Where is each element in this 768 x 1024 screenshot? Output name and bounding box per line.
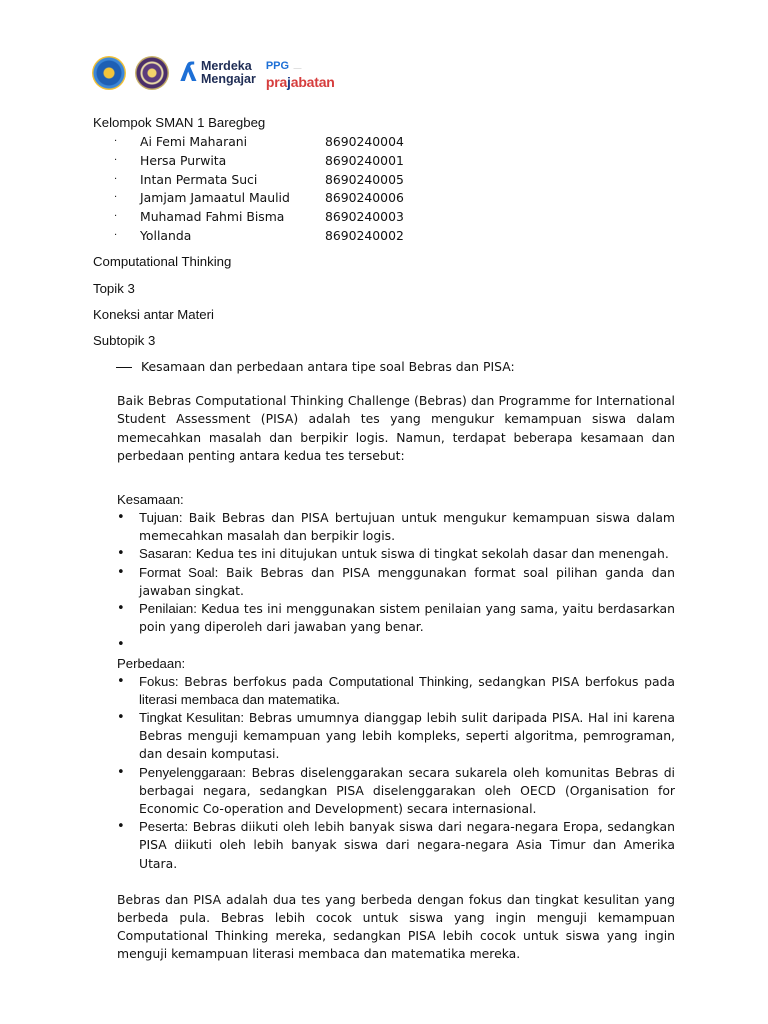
list-bullet: • [117,710,125,726]
group-title: Kelompok SMAN 1 Baregbeg [93,115,266,130]
list-item [117,764,675,819]
ppg-j: j [287,73,291,90]
tut-wuri-handayani-logo-icon [92,56,126,90]
item-text: Bebras diselenggarakan secara sukarela oleh komunitas Bebras di berbagai negara, sedangkan PISA diselenggarakan oleh OECD (Organisation for Economic Co-operation and Development) secara internasional. [139,764,675,817]
item-label: Peserta: [139,819,189,835]
main-content [117,358,675,964]
list-bullet: • [117,564,125,580]
list-bullet: • [117,673,125,689]
item-text: Bebras umumnya dianggap lebih sulit daripada PISA. Hal ini karena Bebras menguji kemampuan yang lebih kompleks, seperti algoritma, pemrograman, dan desain komputasi. [139,710,675,762]
intro-dash-line [117,358,675,376]
item-label: Tingkat Kesulitan: [139,710,245,726]
list-bullet: · [114,192,118,204]
similarities-list [117,509,675,655]
item-text: Bebras diikuti oleh lebih banyak siswa dari negara-negara Eropa, sedangkan PISA diikuti oleh lebih banyak siswa dari negara-negara Asia Timur dan Amerika Utara. [139,819,675,871]
list-item [117,564,675,600]
item-label: Penyelenggaraan: [139,764,247,780]
member-name: Intan Permata Suci [140,171,258,187]
member-name: Jamjam Jamaatul Maulid [140,190,290,206]
item-text: Kedua tes ini ditujukan untuk siswa di tingkat sekolah dasar dan menengah. [191,546,669,562]
ppg-label: PPG [265,59,290,72]
ppg-prajabatan-logo [266,58,335,89]
list-bullet: • [117,546,125,562]
connection-title: Koneksi antar Materi [93,307,214,322]
member-name: Yollanda [140,227,192,243]
brand-line-1: Merdeka [200,59,252,73]
merdeka-mengajar-mark-icon: ʎ [180,58,197,88]
item-text: , sedangkan PISA berfokus pada [468,673,675,689]
list-bullet: • [117,637,125,653]
ppg-post: abatan [290,73,335,90]
list-item [117,545,675,563]
list-bullet: • [117,819,125,835]
item-label: Fokus: [139,673,179,689]
list-bullet: • [117,601,125,617]
dash-marker [116,367,132,368]
item-label: Format Soal: [139,564,219,580]
list-item [117,600,675,636]
topic-title: Topik 3 [93,281,135,296]
list-item [117,818,675,873]
list-bullet: • [117,764,125,780]
item-text: Bebras berfokus pada [178,673,329,689]
member-name: Hersa Purwita [140,152,227,168]
item-text: Baik Bebras dan PISA menggunakan format soal pilihan ganda dan jawaban singkat. [139,564,675,598]
item-text: Baik Bebras dan PISA bertujuan untuk mengukur kemampuan siswa dalam memecahkan masalah dan berpikir logis. [139,510,675,544]
intro-dash-text: Kesamaan dan perbedaan antara tipe soal Bebras dan PISA: [141,359,515,374]
item-label: Penilaian: [139,601,197,617]
differences-list [117,673,675,873]
merdeka-mengajar-logo [180,60,256,86]
similarities-heading: Kesamaan: [117,492,184,508]
brand-line-2: Mengajar [200,72,256,86]
list-bullet: · [114,229,118,241]
list-bullet: · [114,173,118,185]
member-name: Muhamad Fahmi Bisma [140,209,285,225]
list-bullet: · [114,154,118,166]
member-id: 8690240002 [325,227,404,243]
ppg-pre: pra [265,73,288,90]
focus-keyword-ct: Computational Thinking [328,673,469,689]
item-label: Tujuan: [139,510,183,526]
list-item [117,673,675,709]
member-id: 8690240006 [325,190,404,206]
intro-paragraph: Baik Bebras Computational Thinking Challenge (Bebras) dan Programme for International Student Assessment (PISA) adalah tes yang mengukur kemampuan siswa dalam memecahkan masalah dan berpikir logis. Namun, terdapat beberapa kesamaan dan perbedaan penting antara kedua tes tersebut: [117,393,675,463]
list-bullet: · [114,211,118,223]
member-id: 8690240001 [325,152,404,168]
member-id: 8690240004 [325,134,404,149]
list-item [117,509,675,545]
item-label: Sasaran: [139,546,192,562]
header-logos [92,55,335,91]
ppg-subtext: —— [293,64,302,70]
member-id: 8690240003 [325,209,404,225]
member-id: 8690240005 [325,171,404,187]
list-bullet: · [114,136,118,147]
list-bullet: • [117,510,125,526]
conclusion-paragraph: Bebras dan PISA adalah dua tes yang berbeda dengan fokus dan tingkat kesulitan yang berbeda pula. Bebras lebih cocok untuk siswa yang ingin menguji kemampuan Computational Thinking mereka, sedangkan PISA lebih cocok untuk siswa yang ingin menguji kemampuan literasi membaca dan matematika mereka. [117,891,675,962]
item-text-end: . [336,691,341,707]
list-item-empty [117,636,675,654]
differences-heading: Perbedaan: [117,655,186,671]
focus-keyword-literacy: literasi membaca dan matematika [139,691,337,707]
university-seal-logo-icon [135,56,169,90]
subtopic-title: Subtopik 3 [93,333,156,348]
list-item [117,709,675,764]
item-text: Kedua tes ini menggunakan sistem penilaian yang sama, yaitu berdasarkan poin yang diperoleh dari jawaban yang benar. [139,601,675,635]
course-title: Computational Thinking [93,254,232,269]
member-name: Ai Femi Maharani [140,134,248,149]
